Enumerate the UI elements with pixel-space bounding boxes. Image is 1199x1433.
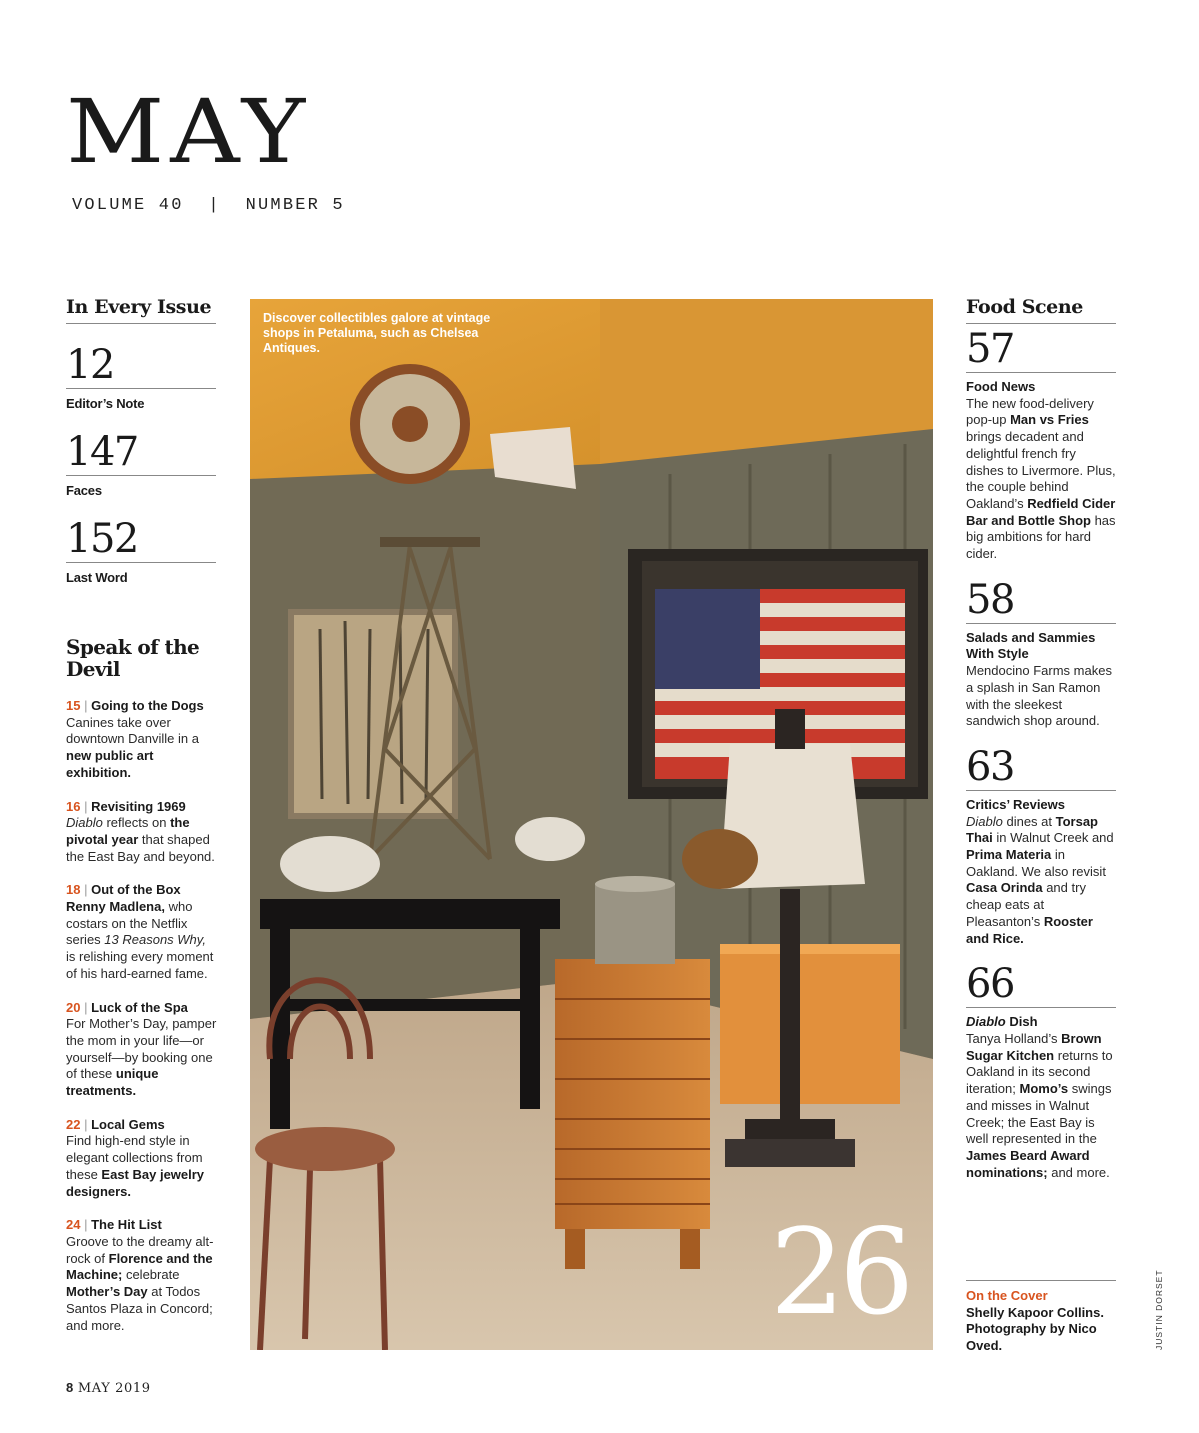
volume-number: VOLUME 40 | NUMBER 5 <box>72 196 345 215</box>
bold-text: Rooster and Rice. <box>966 913 1093 946</box>
toc-entry-body: Groove to the dreamy alt-rock of Florence and the Machine; celebrate Mother’s Day at Todos Santos Plaza in Concord; and more. <box>66 1233 214 1333</box>
food-scene-item[interactable] <box>966 742 1116 947</box>
toc-entry-body: Find high-end style in elegant collections from these East Bay jewelry designers. <box>66 1133 205 1199</box>
bold-text: Brown Sugar Kitchen <box>966 1030 1102 1063</box>
food-scene-page: 63 <box>966 742 1116 791</box>
toc-separator: | <box>80 1217 92 1233</box>
toc-entry-body: Diablo reflects on the pivotal year that shaped the East Bay and beyond. <box>66 815 215 864</box>
issue-item-label: Last Word <box>66 570 128 585</box>
food-scene-body: Food News The new food-delivery pop-up Man vs Fries brings decadent and delightful french fry dishes to Livermore. Plus, the couple behind Oakland’s Redfield Cider Bar and Bottle Shop has big ambitions for hard cider. <box>966 379 1116 562</box>
in-every-issue-heading: In Every Issue <box>66 296 216 324</box>
issue-item[interactable] <box>66 425 216 498</box>
issue-month: MAY <box>66 80 312 184</box>
bold-text: Man vs Fries <box>1010 412 1089 428</box>
food-scene-page: 66 <box>966 959 1116 1008</box>
toc-entry-title: Out of the Box <box>91 882 181 898</box>
toc-entry[interactable] <box>66 882 218 982</box>
on-the-cover-text: Shelly Kapoor Collins. Photography by Nico Oved. <box>966 1304 1104 1354</box>
italic-text: Diablo <box>66 815 103 831</box>
issue-item-label: Faces <box>66 483 102 498</box>
food-scene-title: Critics’ Reviews <box>966 796 1065 812</box>
food-scene-body: Critics’ Reviews Diablo dines at Torsap Thai in Walnut Creek and Prima Materia in Oakland. We also revisit Casa Orinda and try cheap eats at Pleasanton’s Rooster and Rice. <box>966 797 1116 947</box>
issue-item-page: 12 <box>66 338 216 389</box>
photo-caption: Discover collectibles galore at vintage shops in Petaluma, such as Chelsea Antiques. <box>263 311 491 355</box>
masthead <box>66 80 312 184</box>
folio-issue: MAY 2019 <box>77 1381 151 1396</box>
toc-separator: | <box>80 698 92 713</box>
bold-text: Momo’s <box>1019 1081 1069 1097</box>
antique-shop-photo <box>250 299 933 1350</box>
toc-entry-title: Revisiting 1969 <box>91 798 186 814</box>
toc-entry-title: Luck of the Spa <box>91 999 188 1015</box>
toc-separator: | <box>80 798 92 814</box>
toc-entry[interactable] <box>66 698 218 782</box>
toc-entry[interactable] <box>66 1217 218 1334</box>
food-scene-section <box>966 296 1116 1193</box>
toc-entry[interactable] <box>66 1117 218 1201</box>
bold-text: unique treatments. <box>66 1066 159 1099</box>
on-the-cover-label: On the Cover <box>966 1288 1048 1303</box>
toc-entry-page: 15 <box>66 698 81 713</box>
bold-text: Renny Madlena, <box>66 899 165 915</box>
bold-text: new public art exhibition. <box>66 748 154 780</box>
folio <box>66 1380 151 1396</box>
bold-text: Florence and the Machine; <box>66 1250 213 1283</box>
italic-text: 13 Reasons Why, <box>104 932 206 948</box>
toc-entry-body: Renny Madlena, who costars on the Netflix series 13 Reasons Why, is relishing every moment of his hard-earned fame. <box>66 899 214 981</box>
folio-page-number: 8 <box>66 1380 74 1395</box>
toc-entry-body: Canines take over downtown Danville in a new public art exhibition. <box>66 714 199 780</box>
bold-text: Torsap Thai <box>966 813 1099 846</box>
toc-entry-body: For Mother’s Day, pamper the mom in your life—or yourself—by booking one of these unique treatments. <box>66 1016 217 1099</box>
food-scene-page: 58 <box>966 575 1116 624</box>
food-scene-page: 57 <box>966 324 1116 373</box>
photo-page-number: 26 <box>770 1203 909 1341</box>
bold-text: East Bay jewelry designers. <box>66 1166 205 1199</box>
speak-of-the-devil-heading: Speak of the Devil <box>66 635 200 681</box>
issue-item-page: 147 <box>66 425 216 476</box>
bold-text: the pivotal year <box>66 815 190 847</box>
toc-entry-page: 20 <box>66 999 81 1015</box>
toc-entry[interactable] <box>66 799 218 866</box>
issue-item-label: Editor’s Note <box>66 396 145 411</box>
bold-text: Prima Materia <box>966 847 1052 863</box>
food-scene-title: Diablo Dish <box>966 1014 1038 1030</box>
issue-item[interactable] <box>66 338 216 411</box>
food-scene-item[interactable] <box>966 575 1116 730</box>
toc-separator: | <box>80 1116 92 1132</box>
italic-text: Diablo <box>966 813 1003 829</box>
toc-entry-page: 16 <box>66 798 81 814</box>
issue-item[interactable] <box>66 512 216 585</box>
toc-entry-title: Local Gems <box>91 1116 165 1132</box>
toc-entry-page: 18 <box>66 882 81 898</box>
food-scene-item[interactable] <box>966 959 1116 1181</box>
food-scene-title: Food News <box>966 379 1036 394</box>
food-scene-body: Salads and Sammies With Style Mendocino Farms makes a splash in San Ramon with the sleekest sandwich shop around. <box>966 630 1116 730</box>
toc-entry-page: 22 <box>66 1116 81 1132</box>
toc-separator: | <box>80 882 92 898</box>
toc-entry-title: Going to the Dogs <box>91 698 204 713</box>
food-scene-heading: Food Scene <box>966 296 1116 324</box>
food-scene-body: Diablo Dish Tanya Holland’s Brown Sugar Kitchen returns to Oakland in its second iteration; Momo’s swings and misses in Walnut Creek; the East Bay is well represented in the James Beard Award nominations; and more. <box>966 1014 1116 1181</box>
food-scene-title: Salads and Sammies With Style <box>966 629 1096 662</box>
bold-text: Redfield Cider Bar and Bottle Shop <box>966 495 1116 528</box>
toc-entry-title: The Hit List <box>91 1217 162 1233</box>
food-scene-item[interactable] <box>966 324 1116 563</box>
toc-separator: | <box>80 999 92 1015</box>
feature-photo[interactable] <box>250 299 933 1350</box>
on-the-cover[interactable] <box>966 1280 1116 1355</box>
bold-text: Casa Orinda <box>966 880 1043 896</box>
speak-of-the-devil-list <box>66 698 218 1351</box>
toc-entry-page: 24 <box>66 1217 81 1233</box>
toc-entry[interactable] <box>66 1000 218 1100</box>
photo-credit: JUSTIN DORSET <box>1154 1269 1164 1350</box>
bold-text: James Beard Award nominations; <box>966 1147 1090 1180</box>
in-every-issue-section <box>66 296 216 585</box>
issue-item-page: 152 <box>66 512 216 563</box>
bold-text: Mother’s Day <box>66 1284 148 1300</box>
